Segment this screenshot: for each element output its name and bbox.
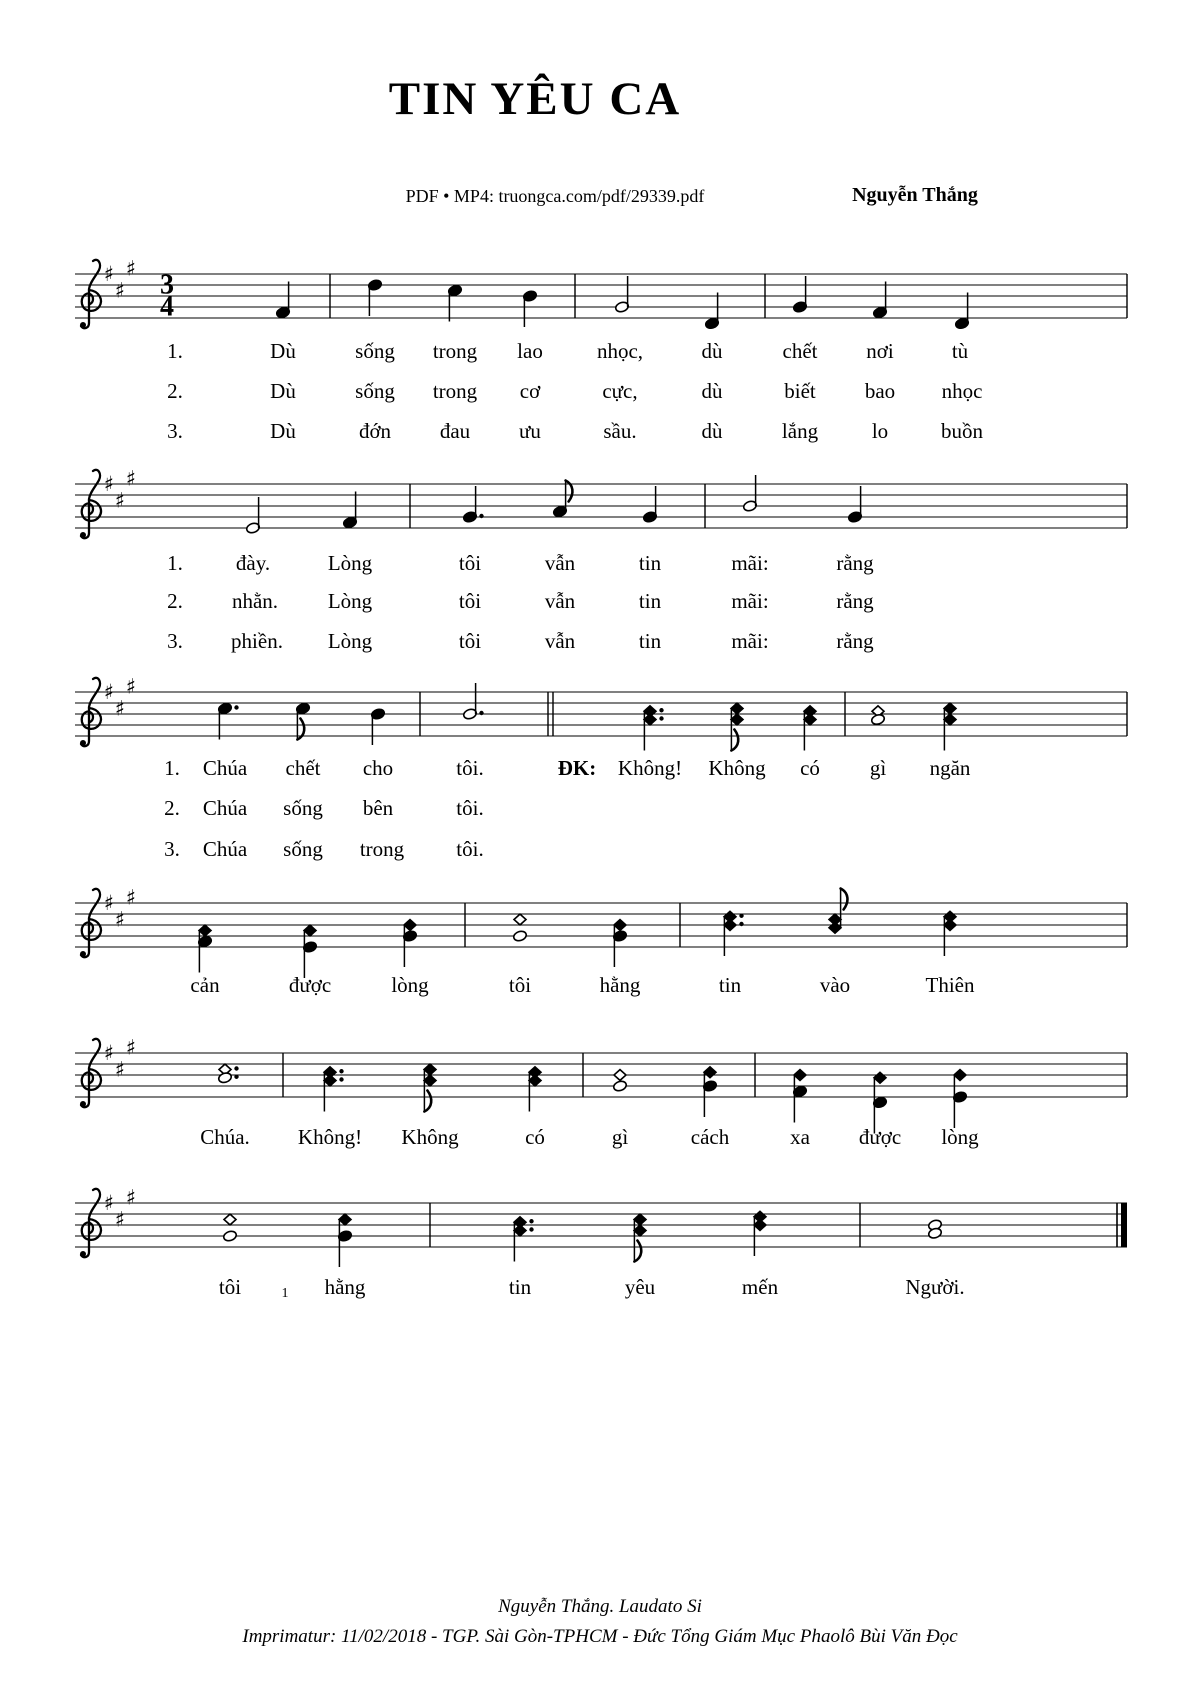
staff-system-4 — [75, 885, 1127, 947]
lyric-word: vẫn — [544, 551, 576, 575]
note — [944, 703, 956, 750]
lyric-word: Chúa — [202, 756, 248, 780]
note — [705, 293, 720, 330]
lyric-word: mãi: — [731, 629, 769, 653]
lyric-word: biết — [784, 379, 816, 403]
lyric-word: tin — [638, 629, 662, 653]
note — [513, 914, 528, 942]
sharp-icon: ♯ — [125, 1185, 137, 1210]
lyric-word: đớn — [358, 419, 392, 443]
lyric-word: rằng — [836, 589, 874, 613]
lyric-word: sống — [283, 837, 323, 861]
sharp-icon: ♯ — [103, 1041, 115, 1065]
sharp-icon: ♯ — [114, 488, 126, 513]
lyrics-row — [0, 972, 1200, 1002]
note — [218, 702, 239, 739]
note — [338, 1214, 353, 1267]
lyric-word: dù — [701, 379, 723, 403]
lyric-word: vẫn — [544, 589, 576, 613]
lyric-word: tin — [508, 1275, 532, 1299]
lyrics-row — [0, 338, 1200, 368]
lyric-word: Không! — [617, 756, 683, 780]
eighth-flag-icon — [424, 1091, 431, 1112]
lyric-word: Chúa. — [200, 1125, 250, 1149]
lyric-word: gì — [869, 756, 887, 780]
sharp-icon: ♯ — [125, 674, 137, 699]
note — [703, 1067, 718, 1117]
note — [523, 290, 538, 327]
lyric-word: yêu — [624, 1275, 656, 1299]
lyric-word: 2. — [167, 589, 183, 613]
lyric-word: lòng — [391, 973, 429, 997]
staff-system-6 — [75, 1185, 1127, 1247]
note — [754, 1211, 766, 1256]
lyric-word: dù — [701, 339, 723, 363]
lyrics-row — [0, 1124, 1200, 1154]
lyric-word: nơi — [866, 339, 894, 363]
lyric-word: cơ — [519, 379, 541, 403]
note — [793, 276, 808, 313]
lyric-word: mãi: — [731, 551, 769, 575]
lyric-word: Không! — [297, 1125, 363, 1149]
lyric-word: Dù — [270, 339, 296, 363]
lyric-word: trong — [432, 339, 478, 363]
lyric-word: Không — [708, 756, 766, 780]
sharp-icon: ♯ — [103, 472, 115, 496]
lyric-word: được — [288, 973, 332, 997]
lyric-word: Dù — [270, 419, 296, 443]
staff-system-1 — [75, 256, 1127, 323]
eighth-flag-icon — [841, 889, 848, 910]
note — [463, 486, 484, 523]
lyric-word: buồn — [941, 419, 983, 443]
lyric-word: Dù — [270, 379, 296, 403]
lyric-word: tin — [718, 973, 742, 997]
staff-system-5 — [75, 1035, 1127, 1097]
lyric-word: đày. — [235, 551, 271, 575]
lyrics-row — [0, 550, 1200, 580]
lyrics-row — [0, 836, 1200, 866]
note — [514, 1217, 534, 1262]
staff-system-3 — [75, 674, 1127, 736]
note — [871, 706, 886, 726]
note — [448, 284, 463, 321]
note — [955, 293, 970, 330]
lyric-word: ĐK: — [557, 756, 597, 780]
lyric-word: sống — [355, 379, 395, 403]
sharp-icon: ♯ — [114, 696, 126, 721]
lyric-word: cản — [190, 973, 220, 997]
lyric-word: có — [800, 756, 820, 780]
lyric-word: tôi — [458, 629, 482, 653]
lyric-word: tôi. — [456, 837, 484, 861]
lyric-word: dù — [701, 419, 723, 443]
lyric-word: 3. — [167, 629, 183, 653]
sharp-icon: ♯ — [103, 1191, 115, 1215]
lyrics-row — [0, 588, 1200, 618]
eighth-flag-icon — [731, 730, 738, 751]
lyric-word: hằng — [599, 973, 641, 997]
lyric-word: Lòng — [327, 551, 373, 575]
note — [643, 486, 658, 523]
note — [724, 911, 744, 956]
note — [371, 708, 386, 745]
time-signature: 4 — [160, 291, 174, 323]
note — [793, 1070, 808, 1123]
lyric-word: tôi — [218, 1275, 242, 1299]
lyrics-row — [0, 378, 1200, 408]
note — [873, 282, 888, 319]
lyrics-row — [0, 628, 1200, 658]
sharp-icon: ♯ — [125, 256, 137, 281]
lyric-word: 2. — [167, 379, 183, 403]
sharp-icon: ♯ — [125, 466, 137, 491]
lyric-word: chết — [782, 339, 818, 363]
footer-credit: Nguyễn Thắng. Laudato Si — [498, 1596, 702, 1617]
note — [296, 702, 311, 739]
lyric-word: gì — [611, 1125, 629, 1149]
note — [829, 889, 847, 934]
lyrics-row — [0, 795, 1200, 825]
lyric-word: 1. — [167, 339, 183, 363]
note — [324, 1067, 344, 1112]
footer-imprimatur: Imprimatur: 11/02/2018 - TGP. Sài Gòn-TPHCM - Đức Tổng Giám Mục Phaolô Bùi Văn Đọc — [242, 1626, 958, 1647]
note — [424, 1064, 436, 1111]
lyrics-row — [0, 418, 1200, 448]
note — [613, 920, 628, 967]
lyric-word: tin — [638, 551, 662, 575]
pdf-link-text: PDF • MP4: truongca.com/pdf/29339.pdf — [405, 186, 705, 206]
note — [198, 925, 213, 972]
lyric-word: Thiên — [925, 973, 975, 997]
lyric-word: Chúa — [202, 837, 248, 861]
lyric-word: lao — [517, 339, 543, 363]
sharp-icon: ♯ — [125, 885, 137, 910]
lyric-word: sầu. — [603, 419, 637, 443]
lyric-word: xa — [790, 1125, 810, 1149]
lyric-word: 1 — [281, 1286, 289, 1301]
lyric-word: ưu — [519, 419, 541, 443]
lyric-word: cho — [362, 756, 394, 780]
lyric-word: sống — [355, 339, 395, 363]
sharp-icon: ♯ — [114, 1057, 126, 1082]
lyric-word: hằng — [324, 1275, 366, 1299]
sharp-icon: ♯ — [103, 680, 115, 704]
note — [529, 1067, 541, 1112]
lyric-word: được — [858, 1125, 902, 1149]
lyric-word: tin — [638, 589, 662, 613]
note — [613, 1070, 628, 1093]
lyric-word: cực, — [602, 379, 638, 403]
sharp-icon: ♯ — [114, 1207, 126, 1232]
note — [463, 683, 484, 720]
eighth-flag-icon — [634, 1241, 641, 1262]
lyric-word: có — [525, 1125, 545, 1149]
lyric-word: bao — [864, 379, 896, 403]
lyric-word: chết — [285, 756, 321, 780]
lyric-word: vào — [819, 973, 851, 997]
lyric-word: rằng — [836, 551, 874, 575]
composer-name: Nguyễn Thắng — [852, 184, 978, 206]
lyric-word: tôi. — [456, 756, 484, 780]
note — [303, 925, 318, 978]
note — [218, 1064, 239, 1084]
note — [944, 911, 956, 956]
time-signature: 3 — [160, 269, 174, 301]
staff-system-2 — [75, 466, 1127, 528]
sharp-icon: ♯ — [103, 262, 115, 286]
note — [743, 475, 758, 512]
lyric-word: bên — [362, 796, 394, 820]
lyric-word: lo — [871, 419, 889, 443]
lyric-word: 2. — [164, 796, 180, 820]
lyric-word: Chúa — [202, 796, 248, 820]
note — [644, 706, 664, 751]
lyric-word: nhằn. — [231, 589, 279, 613]
lyric-word: 1. — [164, 756, 180, 780]
lyric-word: tôi. — [456, 796, 484, 820]
lyric-word: trong — [359, 837, 405, 861]
lyrics-row — [0, 1274, 1200, 1304]
lyric-word: phiền. — [231, 629, 283, 653]
note — [634, 1214, 646, 1261]
note — [615, 276, 630, 313]
note — [276, 282, 291, 319]
note — [368, 279, 383, 316]
lyric-word: ngăn — [929, 756, 971, 780]
sharp-icon: ♯ — [114, 278, 126, 303]
lyric-word: cách — [690, 1125, 730, 1149]
lyric-word: Lòng — [327, 589, 373, 613]
lyric-word: 3. — [167, 419, 183, 443]
lyric-word: rằng — [836, 629, 874, 653]
note — [804, 706, 816, 751]
note — [848, 486, 863, 523]
note — [403, 920, 418, 967]
note — [343, 492, 358, 529]
lyric-word: sống — [283, 796, 323, 820]
sharp-icon: ♯ — [125, 1035, 137, 1060]
lyric-word: trong — [432, 379, 478, 403]
lyric-word: lòng — [941, 1125, 979, 1149]
lyric-word: 3. — [164, 837, 180, 861]
lyric-word: nhọc, — [596, 339, 644, 363]
lyric-word: nhọc — [941, 379, 983, 403]
lyric-word: mãi: — [731, 589, 769, 613]
note — [553, 481, 573, 518]
note — [953, 1070, 968, 1128]
lyric-word: tôi — [508, 973, 532, 997]
lyric-word: 1. — [167, 551, 183, 575]
lyric-word: tù — [951, 339, 969, 363]
lyrics-row — [0, 755, 1200, 785]
lyric-word: Không — [401, 1125, 459, 1149]
lyric-word: tôi — [458, 551, 482, 575]
lyric-word: đau — [439, 419, 471, 443]
lyric-word: lắng — [781, 419, 819, 443]
sharp-icon: ♯ — [114, 907, 126, 932]
note — [731, 703, 743, 750]
lyric-word: vẫn — [544, 629, 576, 653]
lyric-word: tôi — [458, 589, 482, 613]
note — [246, 497, 261, 534]
note — [223, 1214, 238, 1242]
lyric-word: mến — [741, 1275, 779, 1299]
lyric-word: Lòng — [327, 629, 373, 653]
lyric-word: Người. — [905, 1275, 965, 1299]
sharp-icon: ♯ — [103, 891, 115, 915]
song-title: TIN YÊU CA — [388, 73, 682, 125]
